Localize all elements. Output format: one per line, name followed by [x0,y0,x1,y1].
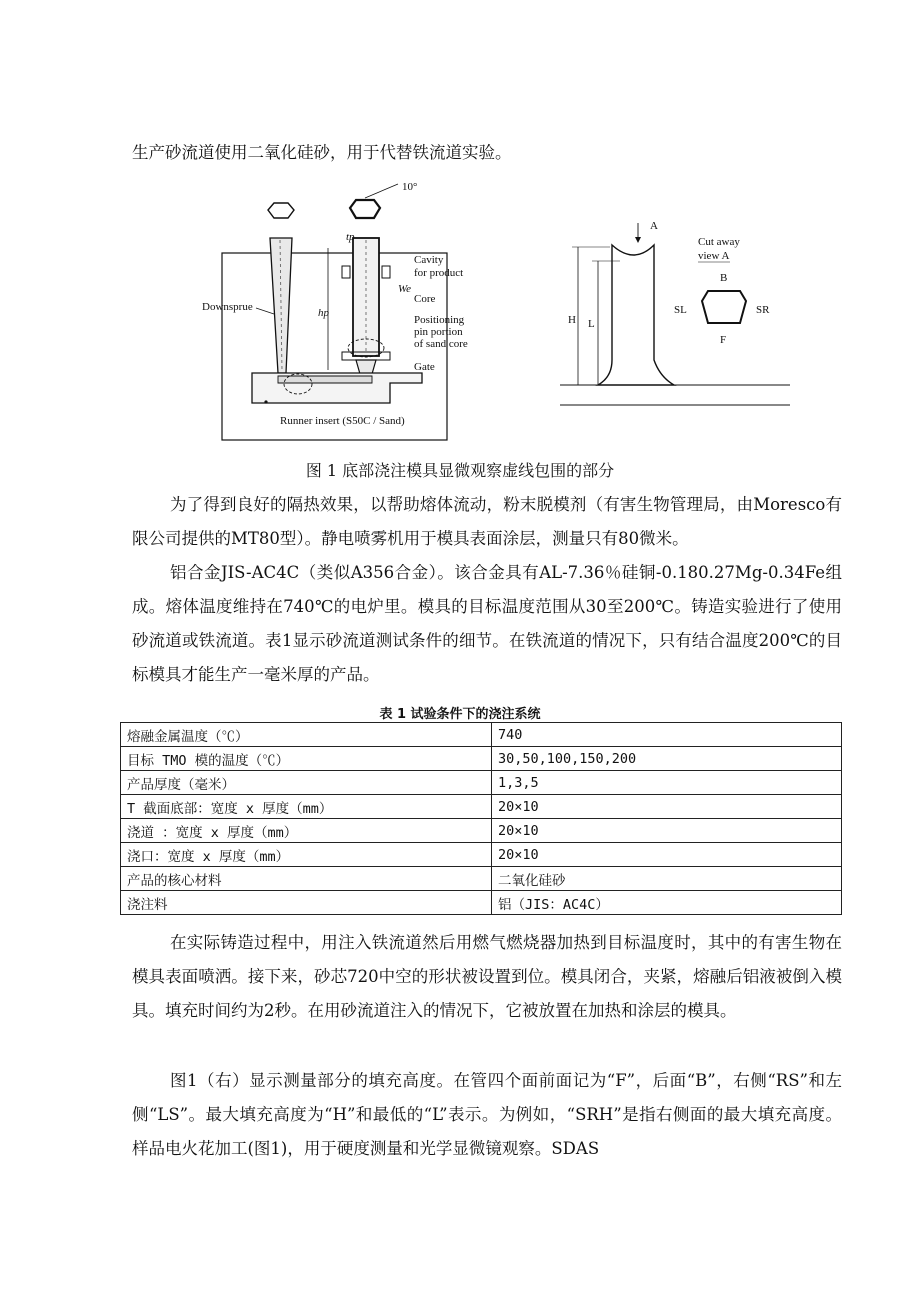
table-row: 浇口：宽度 x 厚度（mm） 20×10 [121,843,842,867]
svg-text:Core: Core [414,293,436,305]
svg-text:tp: tp [346,231,355,243]
mold-schematic-figure [200,178,470,443]
specimen-figure [560,215,790,415]
downsprue-label: Downsprue [202,301,253,313]
svg-text:A: A [650,220,658,232]
cross-section-shape [702,291,746,323]
svg-text:of sand core: of sand core [414,338,468,350]
svg-text:SR: SR [756,304,770,316]
svg-text:L: L [588,318,595,330]
svg-text:Gate: Gate [414,361,435,373]
paragraph-3: 在实际铸造过程中，用注入铁流道然后用燃气燃烧器加热到目标温度时，其中的有害生物在模具表面喷洒。接下来，砂芯720中空的形状被设置到位。模具闭合，夹紧，熔融后铝液被倒入模具。填充时间约为2秒。在用砂流道注入的情况下，它被放置在加热和涂层的模具。 [132,933,842,1020]
figure-caption: 图 1 底部浇注模具显微观察虚线包围的部分 [305,461,615,480]
paragraph-1: 为了得到良好的隔热效果，以帮助熔体流动，粉末脱模剂（有害生物管理局，由Moresco有限公司提供的MT80型）。静电喷雾机用于模具表面涂层，测量只有80微米。 [132,495,842,548]
table-row: 产品厚度（毫米） 1,3,5 [121,771,842,795]
svg-text:B: B [720,272,728,284]
table-title: 表 1 试验条件下的浇注系统 [379,707,541,722]
sprue-cap-shape [268,203,294,218]
specimen-body [598,245,674,385]
paragraph-4: 图1（右）显示测量部分的填充高度。在管四个面前面记为“F”，后面“B”，右侧“RS”和左侧“LS”。最大填充高度为“H”和最低的“L”表示。为例如，“SRH”是指右侧面的最大填充高度。样品电火花加工(图1)，用于硬度测量和光学显微镜观察。SDAS [132,1071,842,1158]
intro-paragraph: 生产砂流道使用二氧化硅砂，用于代替铁流道实验。 [132,143,512,162]
paragraph-2: 铝合金JIS-AC4C（类似A356合金）。该合金具有AL-7.36％硅铜-0.180.27Mg-0.34Fe组成。熔体温度维持在740℃的电炉里。模具的目标温度范围从30至200℃。铸造实验进行了使用砂流道或铁流道。表1显示砂流道测试条件的细节。在铁流道的情况下，只有结合温度200℃的目标模具才能生产一毫米厚的产品。 [132,563,842,684]
svg-text:We: We [398,283,412,295]
casting-conditions-table [120,722,842,915]
svg-text:view A: view A [698,250,730,262]
table-row: 浇道 ：宽度 x 厚度（mm） 20×10 [121,819,842,843]
downsprue-shape [270,238,292,373]
table-row: 浇注料 铝（JIS：AC4C） [121,891,842,915]
angle-label: 10° [402,181,418,193]
svg-text:SL: SL [674,304,687,316]
svg-text:Positioning: Positioning [414,314,465,326]
svg-text:for product: for product [414,267,464,279]
product-cap-shape [350,200,380,218]
svg-text:H: H [568,314,576,326]
table-row: 产品的核心材料 二氧化硅砂 [121,867,842,891]
table-row: T 截面底部：宽度 x 厚度（mm） 20×10 [121,795,842,819]
gate-shape [356,360,376,374]
svg-text:F: F [720,334,727,346]
table-row: 目标 TMO 模的温度（℃） 30,50,100,150,200 [121,747,842,771]
svg-text:Cavity: Cavity [414,254,444,266]
svg-text:pin portion: pin portion [414,326,463,338]
hp-label: hp [318,307,329,319]
runner-label: Runner insert (S50C / Sand) [280,415,405,427]
table-row: 熔融金属温度（℃） 740 [121,723,842,747]
svg-text:Cut away: Cut away [698,236,740,248]
